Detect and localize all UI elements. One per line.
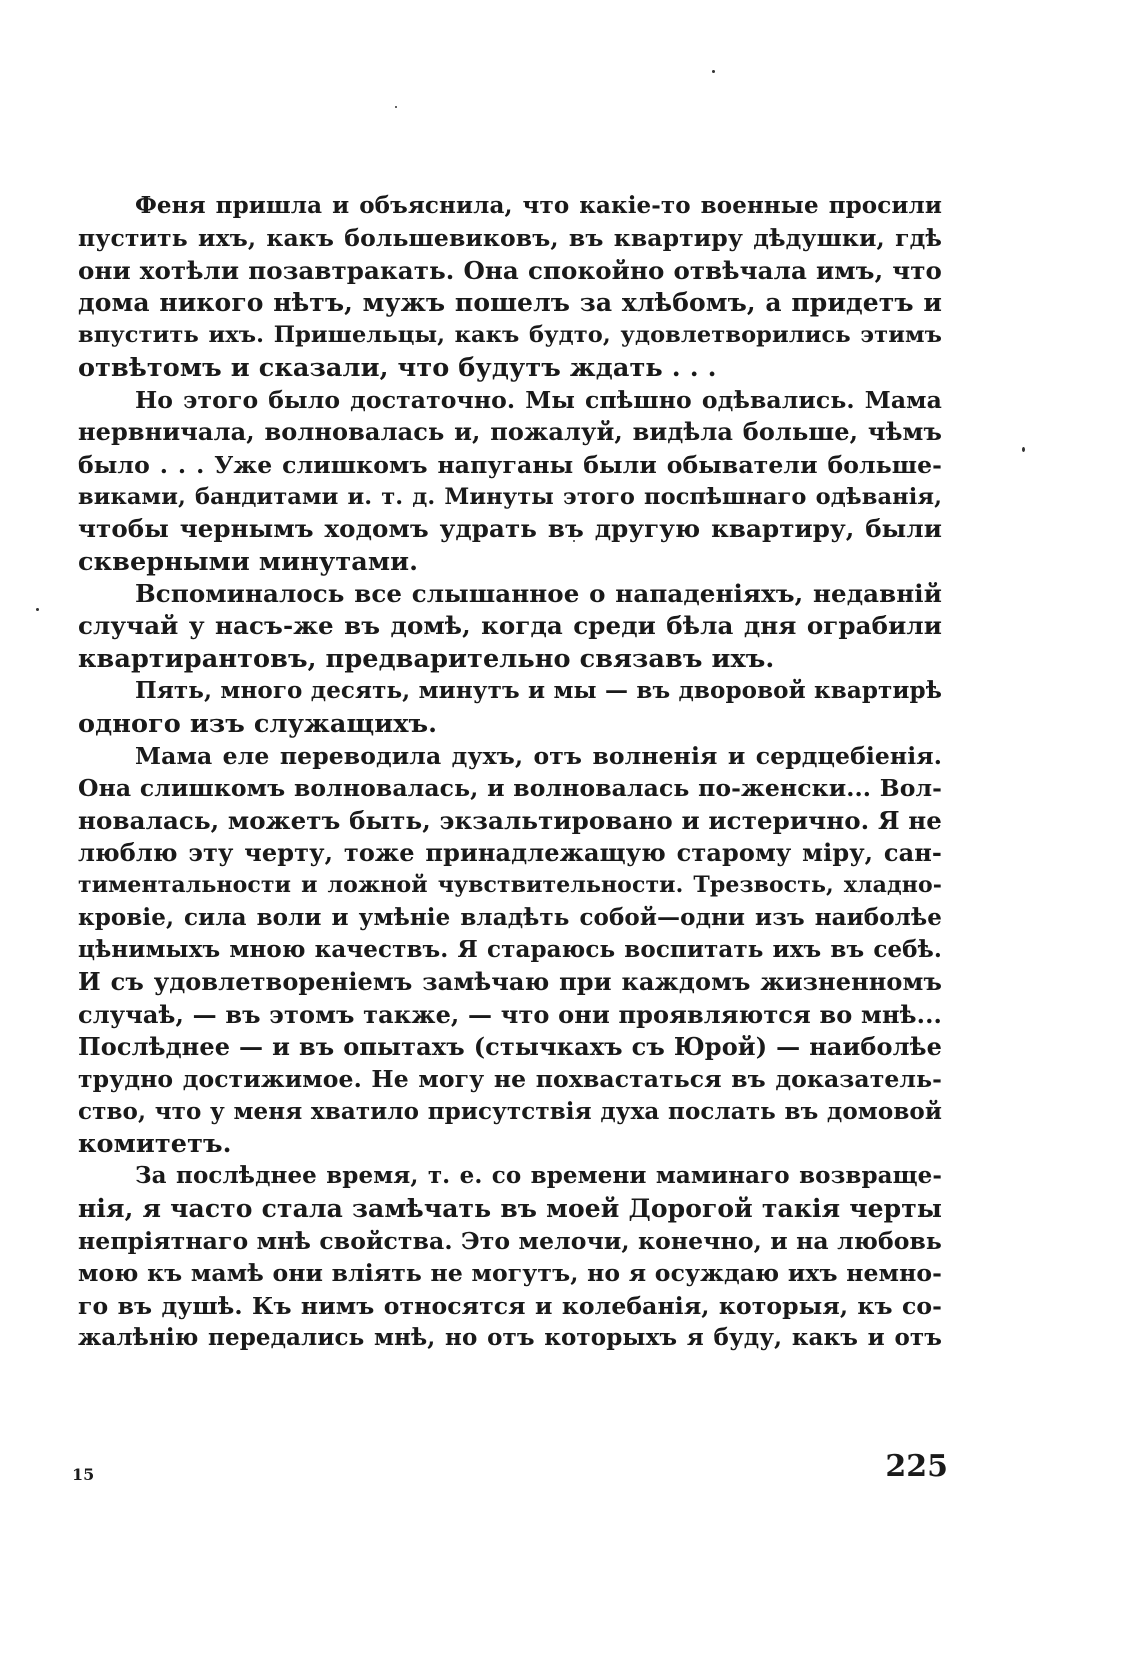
signature-mark: 15 <box>72 1465 95 1484</box>
text-line: новалась, можетъ быть, экзальтировано и истерично. Я не <box>78 805 942 835</box>
text-line: было . . . Уже слишкомъ напуганы были обыватели больше- <box>78 450 942 479</box>
text-line: Феня пришла и объяснила, что какіе-то военные просили <box>135 192 942 219</box>
text-line: Но этого было достаточно. Мы спѣшно одѣвались. Мама <box>135 386 942 415</box>
text-line: тиментальности и ложной чувствительности. Трезвость, хладно- <box>78 872 942 899</box>
print-speck <box>36 608 39 611</box>
text-line: впустить ихъ. Пришельцы, какъ будто, удовлетворились этимъ <box>78 322 942 349</box>
text-line: чтобы чернымъ ходомъ удрать въ другую квартиру, были <box>78 514 942 544</box>
print-speck <box>1022 447 1025 452</box>
text-line: комитетъ. <box>78 1128 232 1159</box>
text-line: люблю эту черту, тоже принадлежащую старому міру, сан- <box>78 837 942 867</box>
text-line: виками, бандитами и. т. д. Минуты этого поспѣшнаго одѣванія, <box>78 484 942 511</box>
text-line: пустить ихъ, какъ большевиковъ, въ квартиру дѣдушки, гдѣ <box>78 224 942 253</box>
text-line: Пять, много десять, минутъ и мы — въ дворовой квартирѣ <box>135 677 942 705</box>
text-line: непріятнаго мнѣ свойства. Это мелочи, конечно, и на любовь <box>78 1227 942 1255</box>
text-line: го въ душѣ. Къ нимъ относятся и колебанія, которыя, къ со- <box>78 1291 942 1320</box>
text-line: одного изъ служащихъ. <box>78 708 438 739</box>
text-line: трудно достижимое. Не могу не похвастаться въ доказатель- <box>78 1065 942 1094</box>
text-line: мою къ мамѣ они вліять не могутъ, но я осуждаю ихъ немно- <box>78 1259 942 1288</box>
text-line: Вспоминалось все слышанное о нападеніяхъ, недавній <box>135 579 942 609</box>
text-line: Она слишкомъ волновалась, и волновалась по-женски... Вол- <box>78 774 942 803</box>
text-line: За послѣднее время, т. е. со времени маминаго возвраще- <box>135 1162 942 1190</box>
text-line: Послѣднее — и въ опытахъ (стычкахъ съ Юрой) — наиболѣе <box>78 1031 942 1061</box>
page-number: 225 <box>885 1449 948 1484</box>
text-line: скверными минутами. <box>78 546 419 577</box>
text-line: отвѣтомъ и сказали, что будутъ ждать . . . <box>78 352 717 383</box>
body-text <box>78 190 942 1354</box>
text-line: квартирантовъ, предварительно связавъ ихъ. <box>78 643 775 674</box>
text-line: И съ удовлетвореніемъ замѣчаю при каждомъ жизненномъ <box>78 967 942 997</box>
text-line: кровіе, сила воли и умѣніе владѣть собой—одни изъ наиболѣе <box>78 903 942 931</box>
text-line: жалѣнію передались мнѣ, но отъ которыхъ я буду, какъ и отъ <box>78 1324 942 1352</box>
text-line: Мама еле переводила духъ, отъ волненія и сердцебіенія. <box>135 741 942 770</box>
text-line: случаѣ, — въ этомъ также, — что они проявляются во мнѣ... <box>78 999 942 1029</box>
text-line: цѣнимыхъ мною качествъ. Я стараюсь воспитать ихъ въ себѣ. <box>78 935 942 963</box>
text-line: дома никого нѣтъ, мужъ пошелъ за хлѣбомъ, а придетъ и <box>78 288 942 318</box>
text-line: нія, я часто стала замѣчать въ моей Дорогой такія черты <box>78 1193 942 1223</box>
text-line: они хотѣли позавтракать. Она спокойно отвѣчала имъ, что <box>78 255 942 285</box>
print-speck <box>712 70 715 73</box>
text-line: случай у насъ-же въ домѣ, когда среди бѣла дня ограбили <box>78 611 942 641</box>
print-speck <box>395 106 397 108</box>
text-line: ство, что у меня хватило присутствія духа послать въ домовой <box>78 1097 942 1125</box>
text-line: нервничала, волновалась и, пожалуй, видѣла больше, чѣмъ <box>78 417 942 447</box>
